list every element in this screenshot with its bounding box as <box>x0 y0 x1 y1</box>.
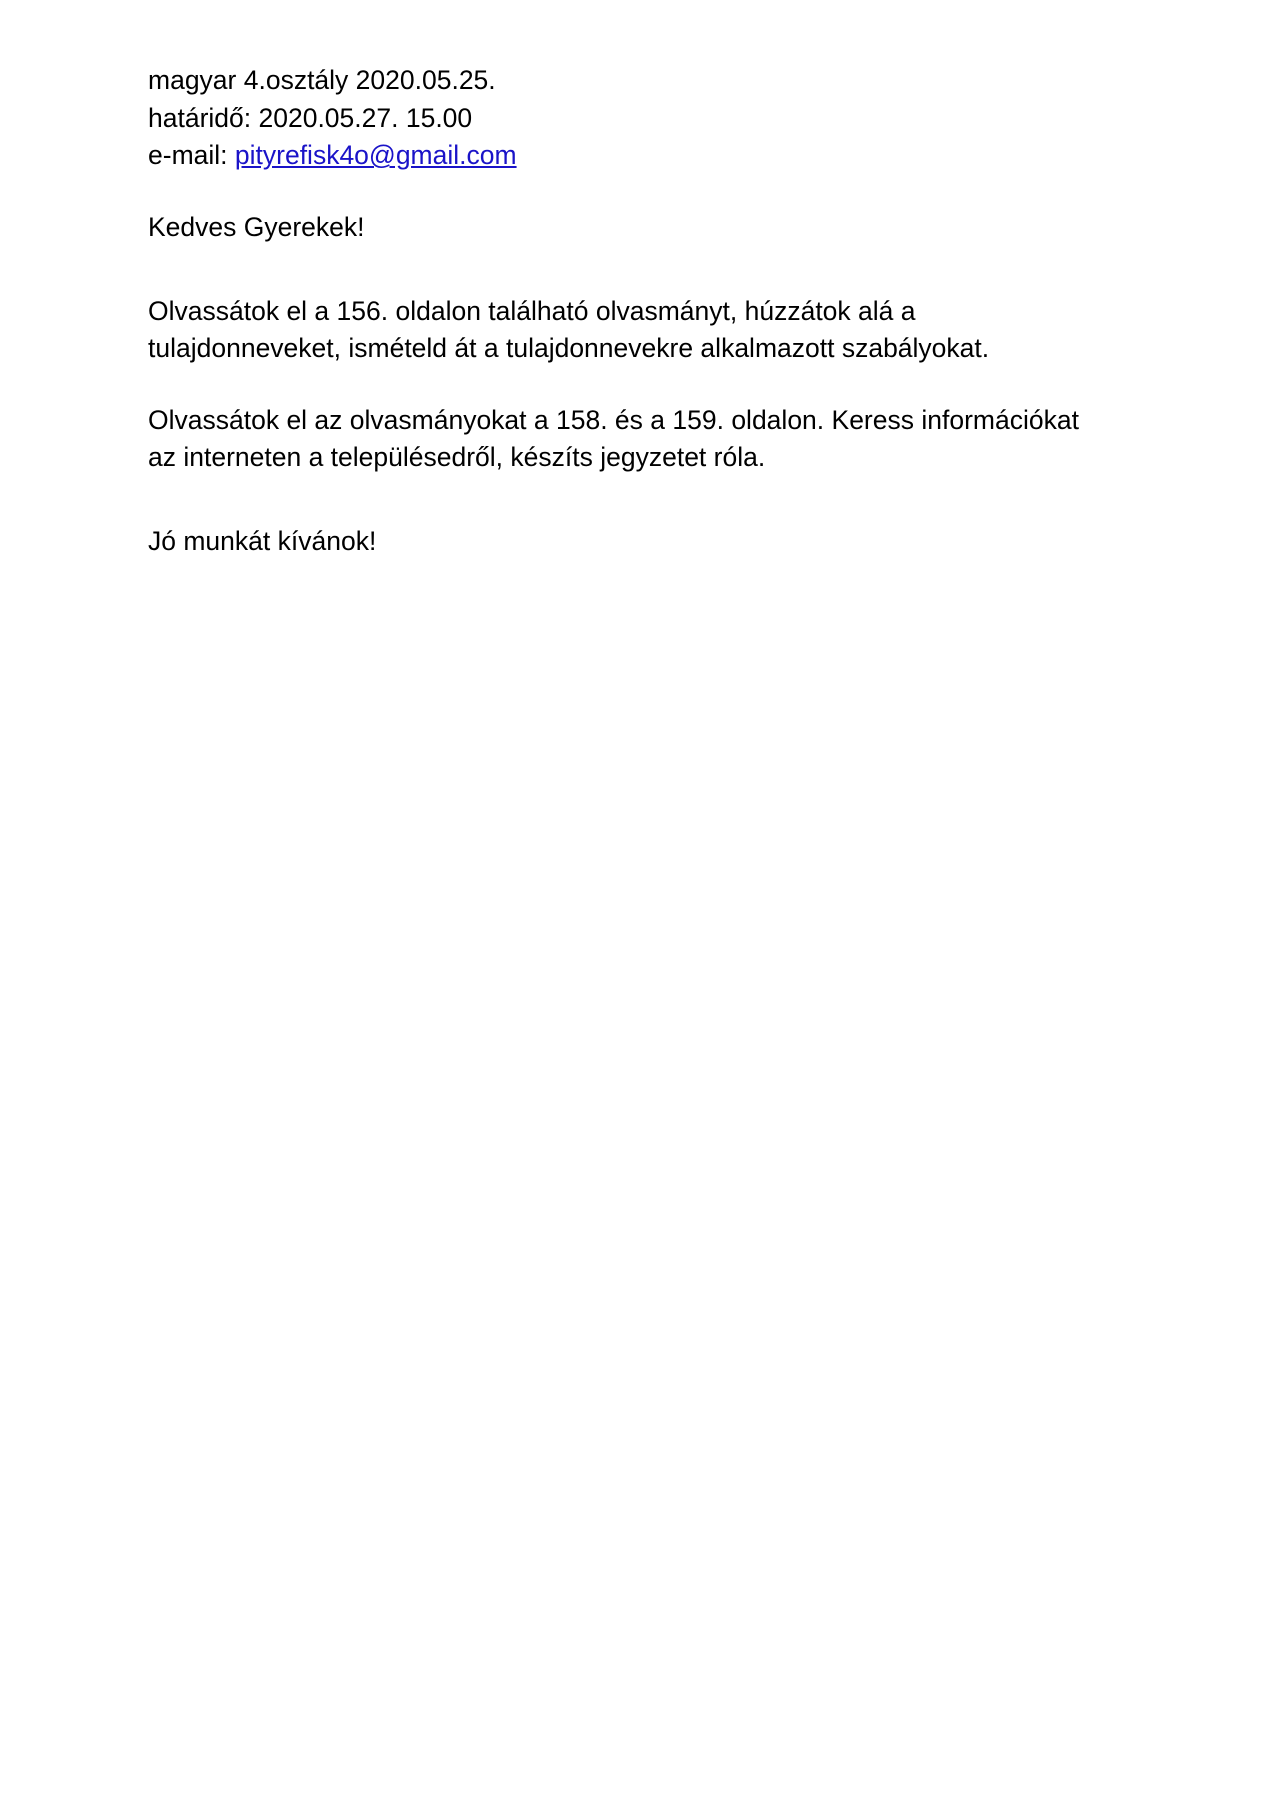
header-email-line <box>148 137 1133 175</box>
email-label: e-mail: <box>148 140 235 171</box>
document-header <box>148 62 1133 175</box>
document-body <box>148 62 1133 561</box>
greeting-line: Kedves Gyerekek! <box>148 211 365 242</box>
spacer-between-paragraphs <box>148 368 1133 402</box>
header-subject-line: magyar 4.osztály 2020.05.25. <box>148 65 496 95</box>
spacer-after-header <box>148 175 1133 209</box>
email-link[interactable]: pityrefisk4o@gmail.com <box>234 140 517 171</box>
spacer-before-closing <box>148 477 1133 523</box>
paragraph-2: Olvassátok el az olvasmányokat a 158. és a 159. oldalon. Keress információkat az interneten a településedről, készíts jegyzetet róla. <box>148 404 1079 473</box>
header-deadline-line: határidő: 2020.05.27. 15.00 <box>148 102 473 133</box>
spacer-after-greeting <box>148 247 1133 293</box>
paragraph-1: Olvassátok el a 156. oldalon található olvasmányt, húzzátok alá a tulajdonneveket, ismételd át a tulajdonnevekre alkalmazott szabályokat. <box>148 295 990 364</box>
closing-line: Jó munkát kívánok! <box>148 526 377 556</box>
